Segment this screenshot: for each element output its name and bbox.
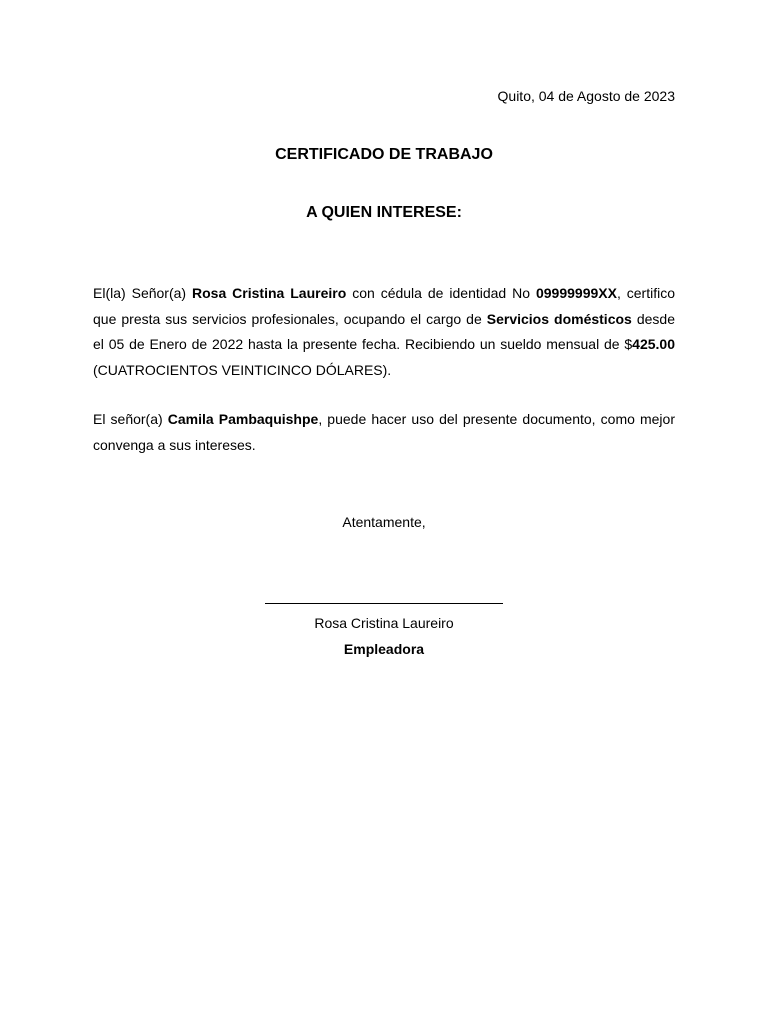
signature-line — [265, 603, 503, 604]
paragraph-text: , certifico que presta sus servicios profesionales, ocupando el cargo de — [93, 285, 676, 327]
paragraph-text: , puede hacer uso del presente documento, como mejor convenga a sus intereses. — [93, 411, 675, 453]
employee-name: Rosa Cristina Laureiro — [192, 285, 347, 301]
document-title: CERTIFICADO DE TRABAJO — [275, 146, 493, 163]
paragraph-text: con cédula de identidad No — [346, 285, 536, 301]
salutation: A QUIEN INTERESE: — [306, 204, 462, 221]
job-position: Servicios domésticos — [486, 310, 632, 327]
certification-paragraph — [93, 281, 675, 383]
closing-text: Atentamente, — [342, 514, 426, 530]
signatory-role: Empleadora — [343, 641, 425, 657]
paragraph-text: desde el 05 de Enero de 2022 hasta la presente fecha. Recibiendo un sueldo mensual de $ — [93, 310, 675, 352]
paragraph-text: El(la) Señor(a) — [93, 285, 193, 301]
paragraph-text: (CUATROCIENTOS VEINTICINCO DÓLARES). — [93, 361, 392, 378]
usage-paragraph — [93, 407, 675, 458]
paragraph-text: El señor(a) — [93, 411, 168, 427]
signatory-name: Rosa Cristina Laureiro — [314, 615, 454, 631]
requester-name: Camila Pambaquishpe — [167, 411, 319, 427]
date-line: Quito, 04 de Agosto de 2023 — [497, 88, 675, 104]
salary-amount: 425.00 — [632, 336, 675, 352]
id-number: 09999999XX — [535, 285, 617, 301]
